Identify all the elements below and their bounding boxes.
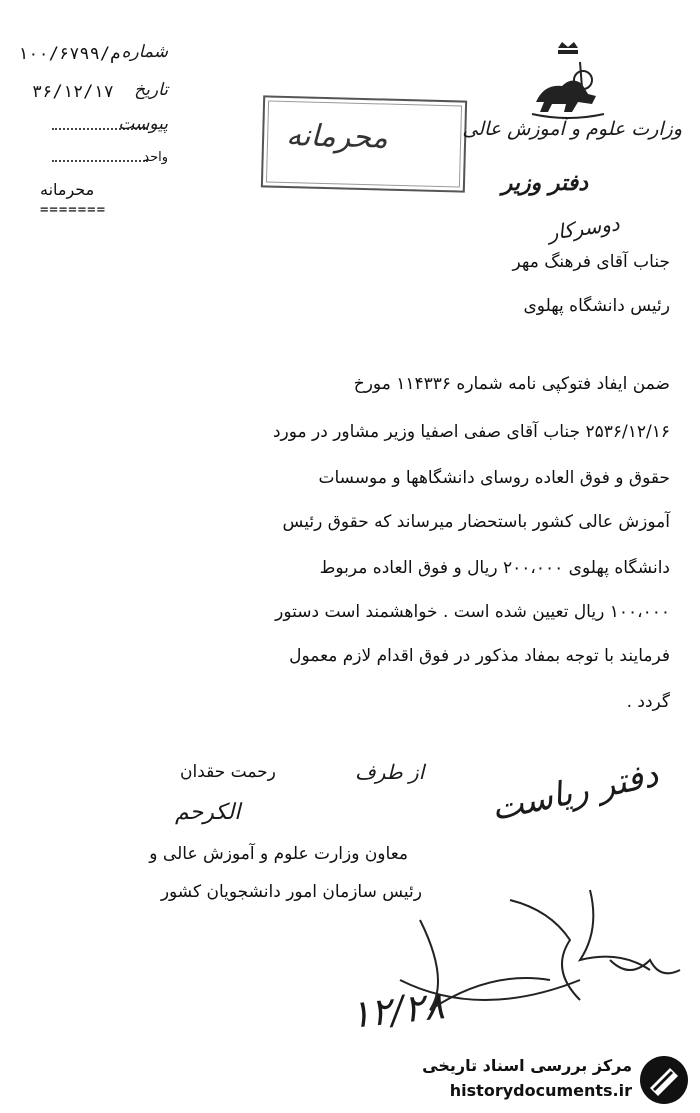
unit-label: واحد — [143, 150, 168, 165]
attachment-label: پیوست — [118, 114, 168, 134]
handwritten-scribble-icon — [380, 880, 700, 1040]
office-name: دفتر وزیر — [501, 170, 588, 196]
body-line: گردد . — [626, 692, 670, 712]
recipient-title: رئیس دانشگاه پهلوی — [523, 296, 670, 316]
date-label: تاریخ — [134, 80, 168, 100]
body-line: آموزش عالی کشور باستحضار میرساند که حقوق رئیس — [282, 512, 670, 532]
archive-logo-icon — [638, 1054, 690, 1106]
body-line: ضمن ایفاد فتوکپی نامه شماره ۱۱۴۳۳۶ مورخ — [353, 374, 670, 394]
archive-watermark — [412, 1052, 694, 1110]
ministry-name: وزارت علوم و آموزش عالی — [462, 118, 682, 140]
recipient-name: جناب آقای فرهنگ مهر — [512, 252, 670, 272]
handwritten-on-behalf: از طرف — [355, 760, 425, 784]
body-line: فرمایند با توجه بمفاد مذکور در فوق اقدام لازم معمول — [289, 646, 670, 666]
signatory-title-2: رئیس سازمان امور دانشجویان کشور — [160, 882, 422, 902]
handwritten-signature: الکرحم — [175, 800, 241, 825]
attachment-field — [18, 116, 168, 138]
letter-number: ۱۰۰/م/۶۷۹۹ — [18, 44, 121, 64]
watermark-title: مرکز بررسی اسناد تاریخی — [422, 1056, 632, 1075]
stamp-text: محرمانه — [285, 117, 389, 156]
lion-and-sun-emblem-icon — [528, 40, 608, 120]
body-line: ۱۰۰،۰۰۰ ریال تعیین شده است . خواهشمند است دستور — [275, 602, 670, 622]
body-line: ۲۵۳۶/۱۲/۱۶ جناب آقای صفی اصفیا وزیر مشاور در مورد — [272, 422, 670, 442]
number-label: شماره — [121, 42, 168, 62]
signatory-title-1: معاون وزارت علوم و آموزش عالی و — [149, 844, 408, 864]
body-line: دانشگاه پهلوی ۲۰۰،۰۰۰ ریال و فوق العاده مربوط — [319, 558, 670, 578]
unit-field — [18, 148, 168, 170]
body-line: حقوق و فوق العاده روسای دانشگاهها و موسسات — [318, 468, 670, 488]
margin-date: ۱۲/۲۸ — [347, 983, 447, 1037]
watermark-url: historydocuments.ir — [449, 1081, 632, 1100]
number-field — [18, 44, 168, 66]
classification-rule: ======= — [40, 202, 107, 218]
unit-dots — [52, 160, 148, 162]
date-field — [18, 82, 168, 104]
classification-label: محرمانه — [40, 180, 95, 199]
signatory-name: رحمت حقدان — [180, 762, 276, 782]
letter-date: ۳۶/۱۲/۱۷ — [32, 82, 114, 102]
margin-note: دفتر ریاست — [487, 754, 662, 830]
handwritten-note: دوسرکار — [547, 211, 622, 245]
confidential-stamp — [261, 95, 467, 192]
